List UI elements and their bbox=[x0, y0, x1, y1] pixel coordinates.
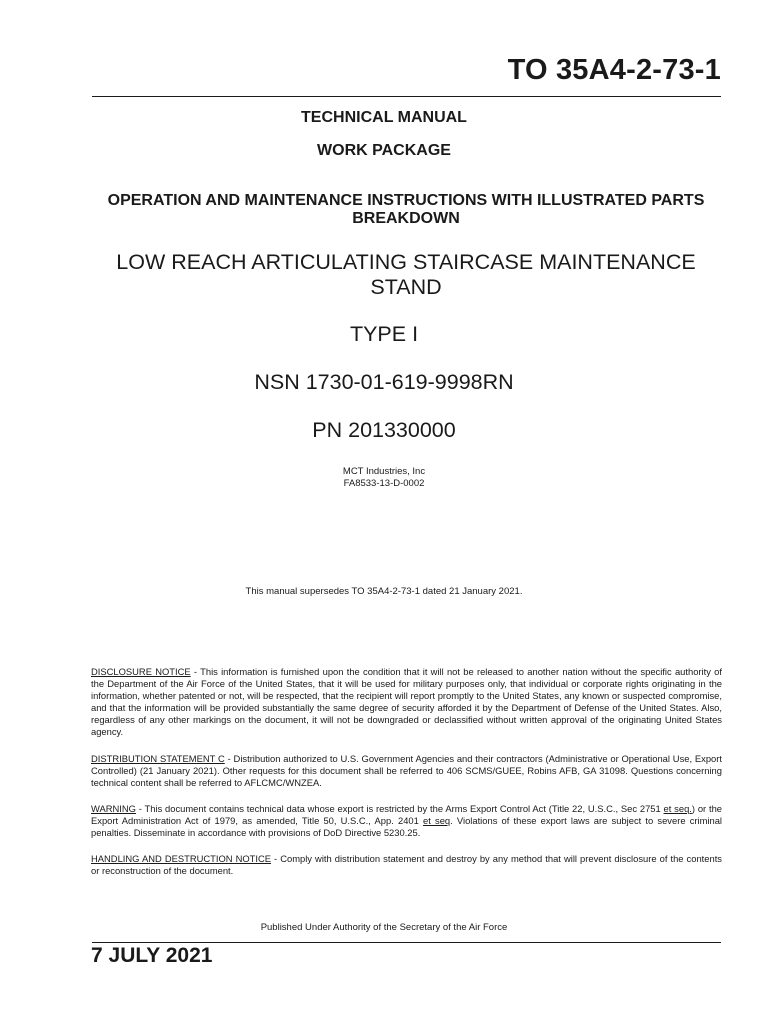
manufacturer-name: MCT Industries, Inc bbox=[342, 466, 426, 477]
disclosure-notice-label: DISCLOSURE NOTICE bbox=[91, 666, 191, 677]
publication-date: 7 JULY 2021 bbox=[91, 944, 213, 967]
warning-text-part-2: ) or the Export Administration Act of 1979, as amended, Title 50, U.S.C., App. 2401 bbox=[91, 803, 723, 826]
work-package-heading: WORK PACKAGE bbox=[317, 142, 451, 159]
distribution-statement-text: - Distribution authorized to U.S. Government Agencies and their contractors (Administrative or Operational Use, Export Controlled) (21 January 2021). Other requests for this document shall be referred to 406 SCMS/GUEE, Robins AFB, GA 31098. Questions concerning technical content shall be referred to AFLCMC/WNZEA. bbox=[91, 753, 722, 788]
et-seq-2: et seq bbox=[423, 815, 451, 826]
equipment-title: LOW REACH ARTICULATING STAIRCASE MAINTENANCE STAND bbox=[116, 250, 696, 299]
publishing-authority: Published Under Authority of the Secretary of the Air Force bbox=[260, 922, 508, 933]
footer-rule bbox=[92, 942, 721, 943]
to-number: TO 35A4-2-73-1 bbox=[507, 54, 721, 86]
et-seq-1: et seq. bbox=[663, 803, 692, 814]
handling-notice-label: HANDLING AND DESTRUCTION NOTICE bbox=[91, 853, 271, 864]
warning-text-part-1: - This document contains technical data whose export is restricted by the Arms Export Control Act (Title 22, U.S.C., Sec 2751 bbox=[135, 803, 664, 814]
type-designation: TYPE I bbox=[349, 322, 419, 346]
subject-heading: OPERATION AND MAINTENANCE INSTRUCTIONS WITH ILLUSTRATED PARTS BREAKDOWN bbox=[107, 192, 705, 227]
handling-notice-text: - Comply with distribution statement and destroy by any method that will prevent disclosure of the contents or reconstruction of the document. bbox=[91, 853, 722, 876]
warning-text-part-3: . Violations of these export laws are subject to severe criminal penalties. Disseminate in accordance with provisions of DoD Directive 5230.25. bbox=[91, 815, 722, 838]
supersedes-notice: This manual supersedes TO 35A4-2-73-1 dated 21 January 2021. bbox=[245, 586, 523, 597]
part-number: PN 201330000 bbox=[312, 418, 456, 442]
distribution-statement bbox=[91, 753, 722, 789]
header-rule bbox=[92, 96, 721, 97]
manual-type-heading: TECHNICAL MANUAL bbox=[301, 109, 467, 126]
contract-number: FA8533-13-D-0002 bbox=[343, 478, 425, 489]
warning-label: WARNING bbox=[91, 803, 136, 814]
export-warning bbox=[91, 803, 722, 839]
nsn-number: NSN 1730-01-619-9998RN bbox=[254, 370, 514, 394]
handling-destruction-notice bbox=[91, 853, 722, 877]
disclosure-notice bbox=[91, 666, 722, 738]
disclosure-notice-text: - This information is furnished upon the condition that it will not be released to another nation without the specific authority of the Department of the Air Force of the United States, that it will be used for military purposes only, that individual or corporate rights originating in the information, whether patented or not, will be respected, that the recipient will report promptly to the United States, any known or suspected compromise, and that the information will be provided substantially the same degree of security afforded it by the Department of Defense of the United States. Also, regardless of any other markings on the document, it will not be downgraded or declassified without written approval of the originating United States agency. bbox=[91, 666, 722, 737]
distribution-statement-label: DISTRIBUTION STATEMENT C bbox=[91, 753, 225, 764]
